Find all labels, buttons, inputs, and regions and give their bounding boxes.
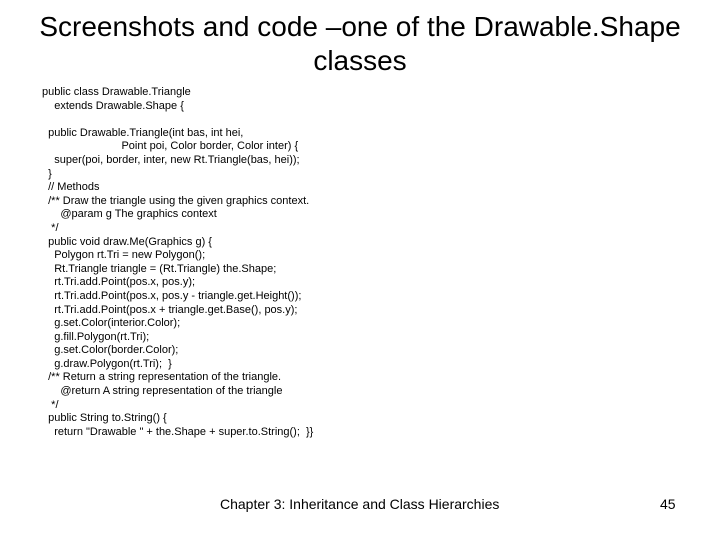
code-line: g.fill.Polygon(rt.Tri); xyxy=(42,330,150,343)
slide-title-line-1: Screenshots and code –one of the Drawable.Shape xyxy=(39,11,681,42)
code-line: */ xyxy=(42,398,59,411)
slide-title-line-2: classes xyxy=(313,45,407,76)
code-line: extends Drawable.Shape { xyxy=(42,99,184,112)
slide-title xyxy=(20,10,700,78)
code-line xyxy=(42,113,682,127)
code-line: public void draw.Me(Graphics g) { xyxy=(42,235,212,248)
code-line: /** Draw the triangle using the given graphics context. xyxy=(42,194,310,207)
code-line: return "Drawable " + the.Shape + super.to.String(); }} xyxy=(42,425,314,438)
page-number: 45 xyxy=(660,496,676,512)
code-line: Rt.Triangle triangle = (Rt.Triangle) the.Shape; xyxy=(42,262,277,275)
code-line: rt.Tri.add.Point(pos.x, pos.y); xyxy=(42,276,196,289)
code-line: g.set.Color(border.Color); xyxy=(42,344,179,357)
code-line: super(poi, border, inter, new Rt.Triangle(bas, hei)); xyxy=(42,153,300,166)
code-line: Polygon rt.Tri = new Polygon(); xyxy=(42,249,206,262)
code-line: public String to.String() { xyxy=(42,412,167,425)
code-line: public class Drawable.Triangle xyxy=(42,86,191,98)
code-line: g.draw.Polygon(rt.Tri); } xyxy=(42,357,172,370)
footer-caption: Chapter 3: Inheritance and Class Hierarchies xyxy=(220,496,500,512)
code-line: g.set.Color(interior.Color); xyxy=(42,317,181,330)
code-line: // Methods xyxy=(42,181,100,194)
code-line: } xyxy=(42,167,52,180)
code-line: rt.Tri.add.Point(pos.x, pos.y - triangle.get.Height()); xyxy=(42,289,302,302)
code-line: @param g The graphics context xyxy=(42,208,217,221)
code-line: Point poi, Color border, Color inter) { xyxy=(42,140,299,153)
code-line: rt.Tri.add.Point(pos.x + triangle.get.Base(), pos.y); xyxy=(42,303,298,316)
code-line: @return A string representation of the triangle xyxy=(42,385,283,398)
code-line: public Drawable.Triangle(int bas, int hei, xyxy=(42,126,244,139)
code-line: */ xyxy=(42,221,59,234)
code-listing xyxy=(42,86,682,439)
code-line: /** Return a string representation of the triangle. xyxy=(42,371,282,384)
